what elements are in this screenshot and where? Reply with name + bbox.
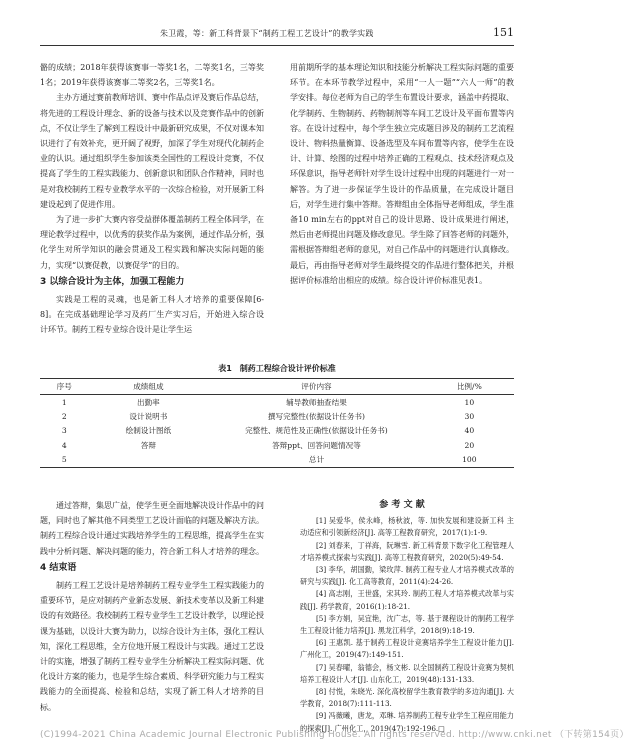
- table-cell: 绘制设计图纸: [125, 426, 172, 436]
- table-cell: 40: [464, 426, 475, 436]
- table-cell: 100: [425, 453, 514, 468]
- references-heading: 参 考 文 献: [379, 500, 425, 510]
- table-row: [40, 424, 514, 438]
- table-caption: 表1 制药工程综合设计评价标准: [218, 364, 336, 373]
- running-title: 朱卫霞，等：新工科背景下“制药工程工艺设计”的教学实践: [160, 29, 374, 38]
- reference-item: [4] 高志刚，王世盛，宋其玲. 制药工程人才培养模式改革与实践[J]. 药学教育，2016(1):18-21.: [300, 589, 514, 611]
- table-header-cell: 比例/%: [425, 379, 514, 395]
- paragraph: 骼的成绩；2018年获得该赛事一等奖1名，二等奖1名，三等奖1名；2019年获得该赛事二等奖2名，三等奖1名。: [40, 63, 264, 88]
- table-cell: 设计说明书: [129, 412, 168, 422]
- reference-item: [1] 吴爱华，侯永峰，杨秋波，等. 加快发展和建设新工科 主动适应和引领新经济[J]. 高等工程教育研究，2017(1):1-9.: [300, 516, 514, 538]
- right-column: [290, 60, 514, 288]
- reference-item: [7] 吴春曜，翁德会，杨文彬. 以全国制药工程设计竞赛为契机 培养工程设计人才[J]. 山东化工，2019(48):131-133.: [300, 662, 514, 684]
- table-cell: 4: [61, 440, 67, 450]
- page-number: 151: [493, 26, 514, 39]
- table-cell: 30: [464, 412, 475, 422]
- table-cell: 出勤率: [137, 397, 160, 407]
- reference-item: [2] 刘春来，丁祥海，阮琳雪. 新工科背景下数字化工程管理人才培养模式探索与实践[J]. 高等工程教育研究，2020(5):49-54.: [300, 540, 514, 562]
- reference-item: [3] 李华，胡国勤，梁玫萍. 制药工程专业人才培养模式改革的研究与实践[J]. 化工高等教育，2011(4):24-26.: [300, 565, 514, 587]
- table-header-cell: 序号: [40, 379, 89, 395]
- table: [40, 378, 514, 468]
- table-cell: 1: [61, 397, 67, 407]
- paragraph: 为了进一步扩大赛内容受益群体覆盖制药工程全体同学，在理论教学过程中，以优秀的获奖作品为案例，通过作品分析，强化学生对所学知识的融会贯通及工程实践和解决实际问题的能力，实现“以赛促教，以赛促学”的目的。: [40, 215, 264, 270]
- reference-item: [9] 冯薇曦，唐龙，邓琳. 培养制药工程专业学生工程应用能力的探索[J]. 广州化工，2019(47):192-196.□: [300, 711, 514, 733]
- table-cell: 2: [61, 412, 67, 422]
- lower-left-column: [40, 498, 264, 715]
- left-column: [40, 60, 264, 338]
- section-heading: 4 结束语: [40, 562, 77, 573]
- table-cell: 答辩: [140, 440, 156, 450]
- reference-item: [5] 李方娟，吴宜艳，沈广志，等. 基于课程设计的制药工程学生工程设计能力培养[J]. 黑龙江科学，2018(9):18-19.: [300, 613, 514, 636]
- table-cell: 完整性、规范性及正确性(依据设计任务书): [245, 426, 388, 436]
- table-cell: 总计: [208, 453, 424, 468]
- reference-item: [8] 付悦，朱晓光. 深化高校留学生教育教学的多边沟通[J]. 大学教育，2018(7):111-113.: [300, 687, 514, 709]
- table-header-row: [40, 379, 514, 395]
- table-header-cell: 评价内容: [208, 379, 424, 395]
- paragraph: 制药工程工艺设计是培养制药工程专业学生工程实践能力的重要环节，是应对制药产业新态发展、新技术变革以及新工科建设的有效路径。我校制药工程专业学生工艺设计教学，以理论授课为基础，以设计大赛为助力，以综合设计为主体，强化工程认知，深化工程思维，全方位地开展工程设计与实践。通过工艺设计的实施，增强了制药工程专业学生分析解决工程实际问题、优化设计方案的能力，也是学生综合素质、科学研究能力与工程实践能力的全面提高、检验和总结，实现了新工科人才培养的目标。: [40, 581, 264, 712]
- page-header: [40, 28, 514, 42]
- table-row: [40, 438, 514, 452]
- table-cell: [89, 453, 209, 468]
- evaluation-table: [40, 363, 514, 468]
- table-cell: 撰写完整性(依据设计任务书): [267, 412, 365, 422]
- table-cell: 20: [464, 440, 475, 450]
- reference-item: [6] 王惠凯. 基于制药工程设计竞赛培养学生工程设计能力[J]. 广州化工，2019(47):149-151.: [300, 638, 514, 660]
- table-cell: 5: [40, 453, 89, 468]
- table-cell: 10: [464, 397, 475, 407]
- table-header-cell: 成绩组成: [89, 379, 209, 395]
- table-row: [40, 395, 514, 410]
- paragraph: 主办方通过赛前教师培训、赛中作品点评及赛后作品总结，将先进的工程设计理念、新的设备与技术以及竞赛作品中的创新点，不仅让学生了解到工程设计中最新研究成果，不仅对课本知识进行了有效补充，更开阔了视野，加深了学生对现代化制药企业的认识。通过组织学生参加该类全国性的工程设计竞赛，不仅提高了学生的工程实践能力、创新意识和团队合作精神，同时也是对我校制药工程专业教学水平的一次综合检验，对开展新工科建设起到了促进作用。: [40, 93, 264, 209]
- paragraph: 通过答辩，集思广益，使学生更全面地解决设计作品中的问题，同时也了解其他不同类型工艺设计面临的问题及解决方法。制药工程综合设计通过实践培养学生的工程思维，提高学生在实践中分析问题、解决问题的能力，符合新工科人才培养的理念。: [40, 501, 264, 556]
- table-cell: 答辩ppt、回答问题情况等: [272, 440, 361, 450]
- section-heading: 3 以综合设计为主体，加强工程能力: [40, 276, 185, 287]
- paragraph: 用前期所学的基本理论知识和技能分析解决工程实际问题的重要环节。在本环节教学过程中，采用“一人一题”“六人一师”的教学安排。每位老师为自己的学生布置设计要求，涵盖中药提取、化学制药、生物制药、药物制剂等车间工艺设计及平面布置等内容。在设计过程中，每个学生独立完成题目涉及的制药工艺流程设计、物料热量衡算、设备选型及车间布置等内容，使学生在设计、计算、绘图的过程中培养正确的工程观点、技术经济观点及环保意识，指导老师针对学生设计过程中出现的问题进行一对一解答。为了进一步保证学生设计的作品质量，在完成设计题目后，对学生进行集中答辩。答辩组由全体指导老师组成，学生准备10 min左右的ppt对自己的设计思路、设计成果进行阐述，然后由老师提出问题及修改意见。学生除了回答老师的问题外，需根据答辩组老师的意见，对自己作品中的问题进行认真修改。最后，再由指导老师对学生最终提交的作品进行整体把关，并根据评价标准给出相应的成绩。综合设计评价标准见表1。: [290, 63, 514, 285]
- header-rule: [40, 45, 514, 46]
- references-section: [290, 498, 514, 735]
- table-row: [40, 453, 514, 468]
- paragraph: 实践是工程的灵魂，也是新工科人才培养的重要保障[6-8]。在完成基础理论学习及药厂生产实习后，开始进入综合设计环节。制药工程专业综合设计是让学生运: [40, 295, 264, 335]
- copyright-footer: (C)1994-2021 China Academic Journal Electronic Publishing House. All rights reserved. http://www.cnki.net （下转第154页）: [40, 730, 629, 740]
- table-cell: 3: [61, 426, 67, 436]
- table-row: [40, 409, 514, 423]
- table-cell: 辅导教师抽查结果: [286, 397, 347, 407]
